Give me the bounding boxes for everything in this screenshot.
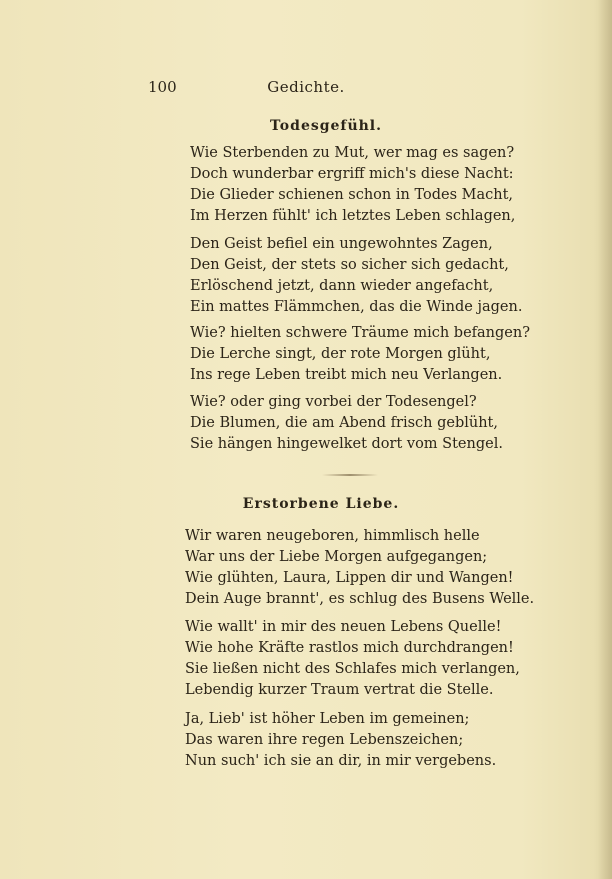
verse-line: Wie glühten, Laura, Lippen dir und Wangen! (185, 570, 514, 586)
verse-line: Sie ließen nicht des Schlafes mich verlangen, (185, 661, 520, 677)
verse-line: Ja, Lieb' ist höher Leben im gemeinen; (185, 711, 470, 727)
verse-line: Wie Sterbenden zu Mut, wer mag es sagen? (190, 145, 515, 161)
verse-line: Den Geist befiel ein ungewohntes Zagen, (190, 236, 493, 252)
verse-line: Im Herzen fühlt' ich letztes Leben schlagen, (190, 208, 516, 224)
stanza (185, 526, 534, 610)
poem-title-todesgefuehl: Todesgefühl. (270, 118, 382, 134)
verse-line: Wie wallt' in mir des neuen Lebens Quelle! (185, 619, 502, 635)
stanza (185, 617, 520, 701)
verse-line: Den Geist, der stets so sicher sich gedacht, (190, 257, 509, 273)
page-header (0, 78, 612, 98)
verse-line: Wie? hielten schwere Träume mich befangen? (190, 325, 530, 341)
stanza (190, 234, 522, 318)
verse-line: Das waren ihre regen Lebenszeichen; (185, 732, 464, 748)
verse-line: Die Glieder schienen schon in Todes Macht, (190, 187, 514, 203)
verse-line: Sie hängen hingewelket dort vom Stengel. (190, 436, 503, 452)
verse-line: Doch wunderbar ergriff mich's diese Nacht: (190, 166, 514, 182)
stanza (185, 709, 496, 772)
verse-line: Ins rege Leben treibt mich neu Verlangen. (190, 367, 503, 383)
stanza (190, 323, 530, 386)
verse-line: Ein mattes Flämmchen, das die Winde jagen. (190, 299, 523, 315)
poem-title-erstorbene-liebe: Erstorbene Liebe. (242, 496, 400, 512)
stanza (190, 392, 503, 455)
verse-line: Lebendig kurzer Traum vertrat die Stelle. (185, 682, 494, 698)
verse-line: Wie? oder ging vorbei der Todesengel? (190, 394, 477, 410)
running-head: Gedichte. (267, 78, 345, 96)
verse-line: Nun such' ich sie an dir, in mir vergebens. (185, 753, 497, 769)
section-divider (322, 474, 378, 476)
page-number: 100 (148, 78, 177, 96)
stanza (190, 143, 515, 227)
verse-line: Die Blumen, die am Abend frisch geblüht, (190, 415, 498, 431)
verse-line: Erlöschend jetzt, dann wieder angefacht, (190, 278, 494, 294)
verse-line: War uns der Liebe Morgen aufgegangen; (185, 549, 488, 565)
verse-line: Wie hohe Kräfte rastlos mich durchdrangen! (185, 640, 514, 656)
verse-line: Dein Auge brannt', es schlug des Busens Welle. (185, 591, 535, 607)
verse-line: Die Lerche singt, der rote Morgen glüht, (190, 346, 491, 362)
verse-line: Wir waren neugeboren, himmlisch helle (185, 528, 480, 544)
